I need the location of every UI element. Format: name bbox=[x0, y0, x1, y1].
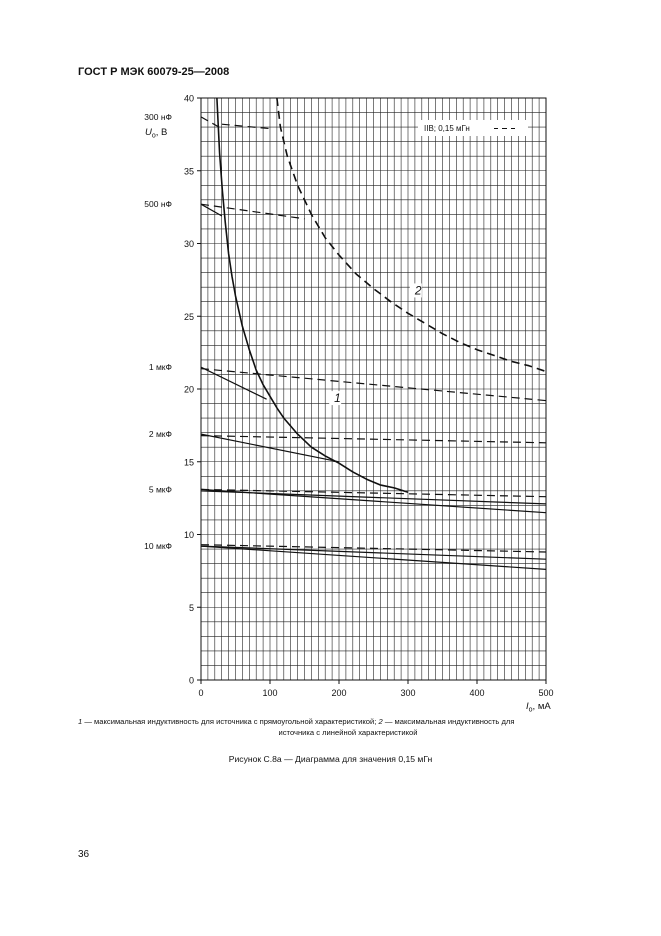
y-tick-label: 15 bbox=[183, 457, 194, 468]
y-tick-label: 5 bbox=[188, 602, 194, 613]
x-tick-label: 100 bbox=[262, 688, 278, 698]
x-tick-label: 400 bbox=[469, 688, 485, 698]
y-axis-label: $U_o$, В bbox=[145, 127, 168, 140]
capacitance-line bbox=[222, 124, 270, 128]
series-curve-2 bbox=[277, 98, 546, 372]
inset-label: IIB; 0,15 мГн bbox=[424, 124, 470, 133]
curve-label: 1 bbox=[334, 391, 341, 406]
figure-legend bbox=[78, 716, 618, 738]
legend-number-1: 1 bbox=[78, 717, 83, 726]
y-tick-label: 20 bbox=[183, 384, 194, 395]
capacitance-label: 5 мкФ bbox=[148, 484, 172, 495]
document-header: ГОСТ Р МЭК 60079-25—2008 bbox=[78, 66, 230, 78]
y-tick-label: 35 bbox=[183, 166, 194, 177]
x-tick-label: 0 bbox=[198, 688, 204, 698]
y-tick-label: 40 bbox=[183, 93, 194, 104]
capacitance-line bbox=[201, 204, 305, 219]
x-tick-label: 200 bbox=[331, 688, 347, 698]
y-tick-label: 30 bbox=[183, 239, 194, 249]
page-number: 36 bbox=[78, 849, 90, 860]
capacitance-label: 1 мкФ bbox=[148, 362, 172, 373]
legend-text-2a: — максимальная индуктивность для bbox=[382, 717, 515, 726]
legend-number-2: 2 bbox=[378, 717, 383, 726]
capacitance-label: 300 нФ bbox=[144, 111, 172, 122]
x-axis-label: $I_o$, мА bbox=[526, 701, 551, 714]
legend-text-2b: источника с линейной характеристикой bbox=[278, 728, 418, 737]
capacitance-label: 10 мкФ bbox=[144, 541, 172, 552]
y-tick-label: 0 bbox=[188, 675, 194, 686]
x-tick-label: 300 bbox=[400, 688, 416, 698]
legend-text-1: — максимальная индуктивность для источника с прямоугольной характеристикой; bbox=[82, 717, 379, 726]
capacitance-label: 500 нФ bbox=[144, 199, 172, 210]
y-tick-label: 10 bbox=[183, 530, 194, 540]
y-tick-label: 25 bbox=[183, 311, 194, 322]
figure-caption: Рисунок С.8а — Диаграмма для значения 0,15 мГн bbox=[228, 754, 433, 764]
x-tick-label: 500 bbox=[538, 688, 554, 698]
curve-label: 2 bbox=[414, 283, 422, 298]
series-curve-1 bbox=[217, 98, 408, 492]
capacitance-label: 2 мкФ bbox=[148, 429, 172, 440]
